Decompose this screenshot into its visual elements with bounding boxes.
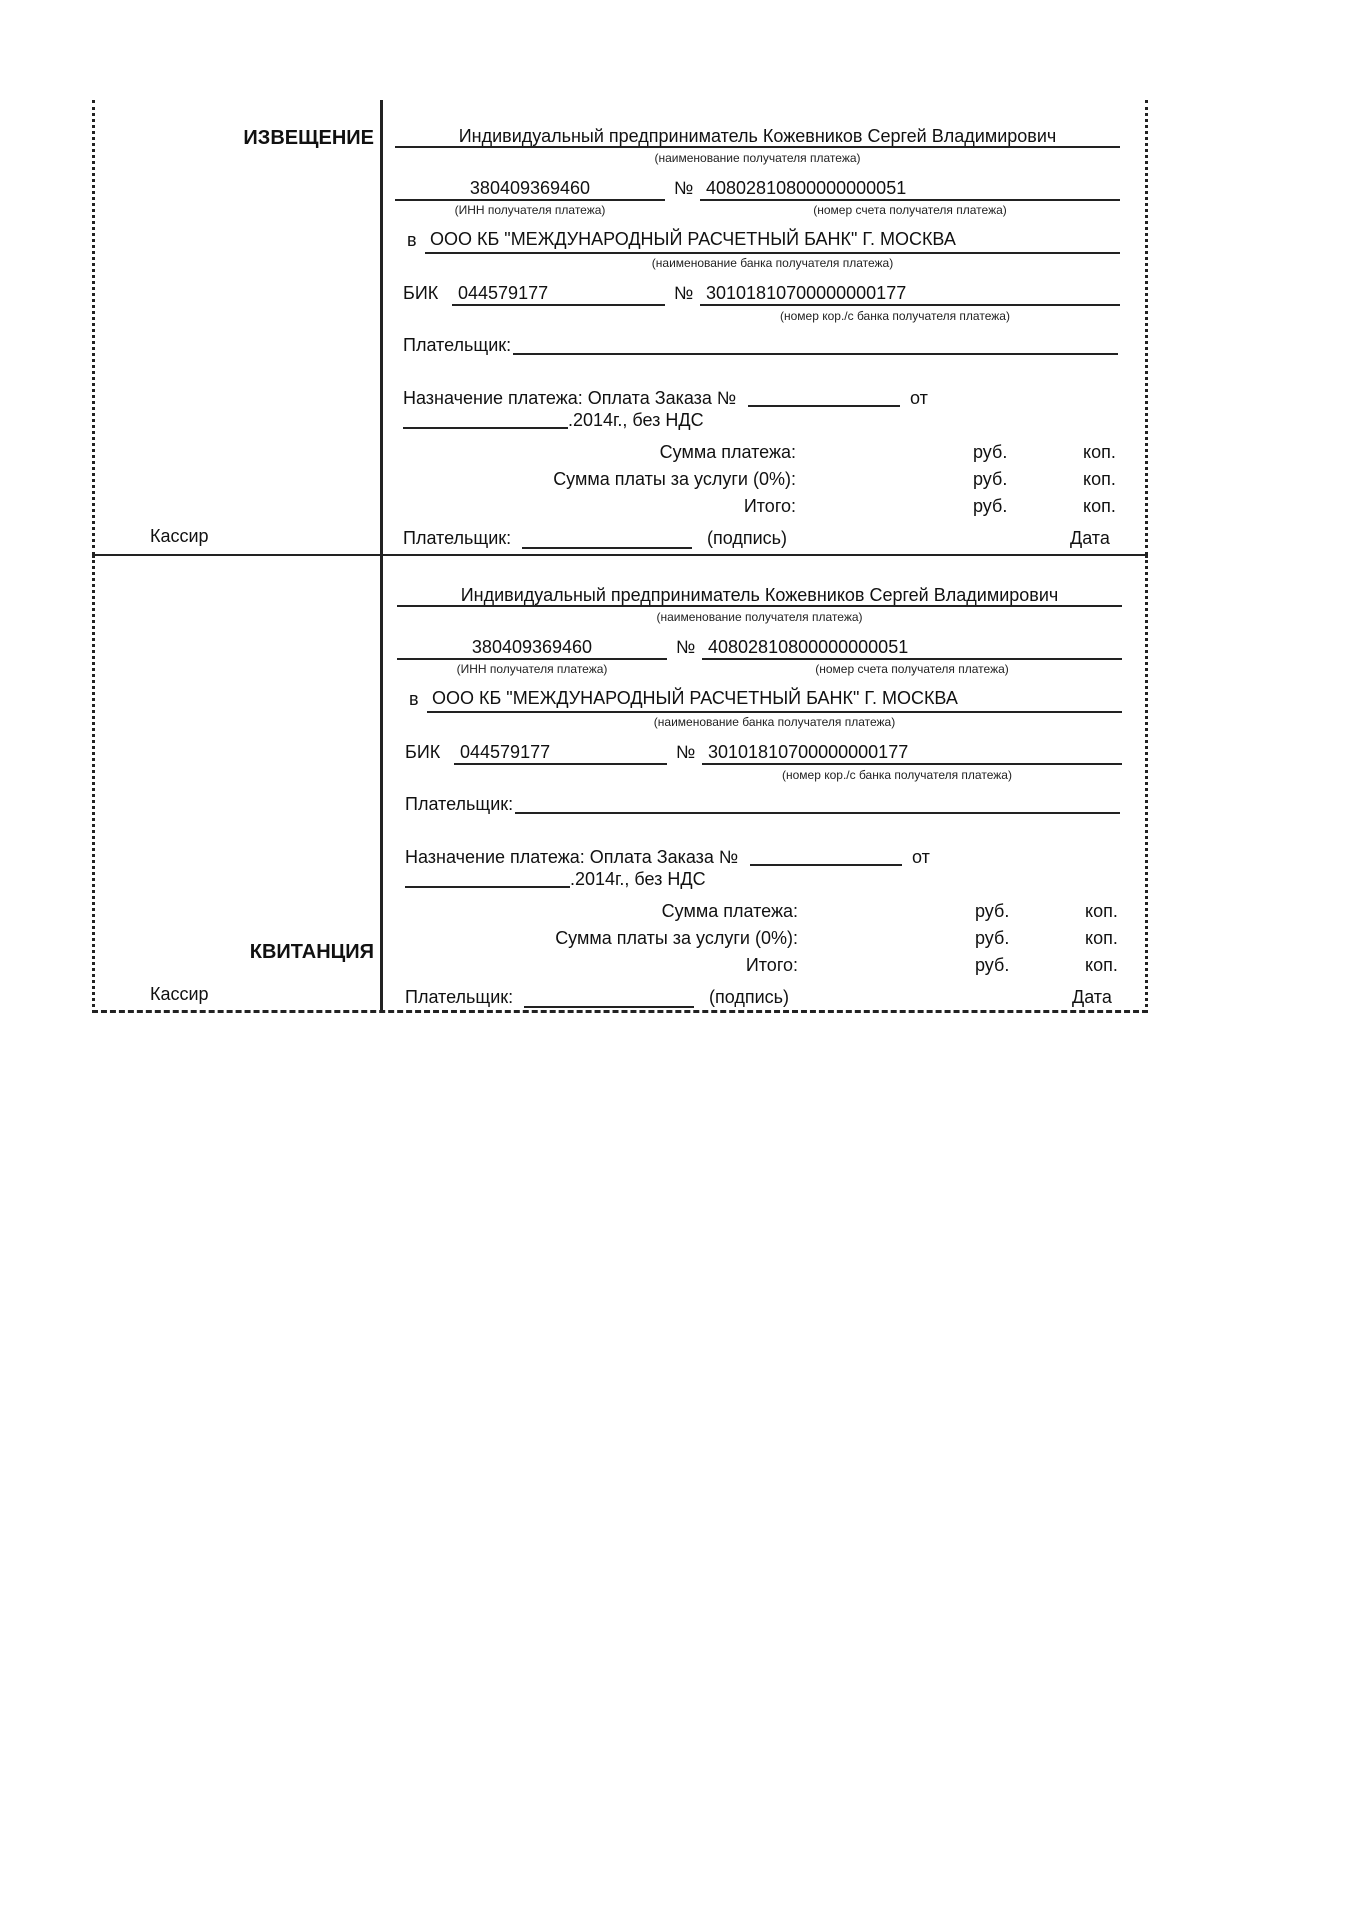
receipt-purpose-line2: .2014г., без НДС — [570, 869, 706, 889]
notice-corr-line — [700, 304, 1120, 306]
receipt-recipient-caption: (наименование получателя платежа) — [656, 610, 863, 624]
receipt-cashier-label: Кассир — [150, 984, 209, 1004]
notice-payer-label: Плательщик: — [403, 335, 512, 355]
receipt-signature-line — [524, 1006, 694, 1008]
receipt-date-label: Дата — [1072, 987, 1112, 1007]
receipt-order-number-blank — [750, 864, 902, 866]
receipt-account-line — [702, 658, 1122, 660]
receipt-account-no-sign: № — [676, 637, 696, 657]
notice-fee-label: Сумма платы за услуги (0%): — [553, 469, 796, 489]
receipt-payer-label: Плательщик: — [405, 794, 514, 814]
receipt-total-rub: руб. — [975, 955, 1010, 975]
receipt-corr-no-sign: № — [676, 742, 696, 762]
notice-sum-rub: руб. — [973, 442, 1008, 462]
receipt-inn: 380409369460 — [471, 637, 593, 657]
notice-corr-caption: (номер кор./с банка получателя платежа) — [780, 309, 1010, 323]
notice-bik-label: БИК — [403, 283, 439, 303]
receipt-recipient-line — [397, 605, 1122, 607]
receipt-purpose-from: от — [912, 847, 930, 867]
receipt-column-divider — [380, 555, 383, 1010]
notice-payer-sign-label: Плательщик: — [403, 528, 512, 548]
receipt-signature-caption: (подпись) — [709, 987, 790, 1007]
notice-corr-account: 30101810700000000177 — [706, 283, 907, 303]
receipt-payer-underline — [515, 812, 1120, 814]
notice-bank-line — [425, 252, 1120, 254]
notice-purpose-line1: Назначение платежа: Оплата Заказа № — [403, 388, 737, 408]
receipt-corr-account: 30101810700000000177 — [708, 742, 909, 762]
notice-bik: 044579177 — [458, 283, 549, 303]
notice-signature-line — [522, 547, 692, 549]
notice-purpose-from: от — [910, 388, 928, 408]
notice-total-kop: коп. — [1083, 496, 1116, 516]
notice-fee-rub: руб. — [973, 469, 1008, 489]
notice-total-label: Итого: — [743, 496, 796, 516]
notice-purpose-line2: .2014г., без НДС — [568, 410, 704, 430]
receipt-inn-line — [397, 658, 667, 660]
receipt-corr-caption: (номер кор./с банка получателя платежа) — [782, 768, 1012, 782]
receipt-payer-sign-label: Плательщик: — [405, 987, 514, 1007]
notice-bik-line — [452, 304, 665, 306]
notice-account-no-sign: № — [674, 178, 694, 198]
notice-account-line — [700, 199, 1120, 201]
notice-bank-name: ООО КБ "МЕЖДУНАРОДНЫЙ РАСЧЕТНЫЙ БАНК" Г. МОСКВА — [430, 229, 956, 249]
receipt-title: КВИТАНЦИЯ — [249, 941, 374, 963]
notice-sum-kop: коп. — [1083, 442, 1116, 462]
notice-cashier-label: Кассир — [150, 526, 209, 546]
notice-bank-prefix: в — [407, 230, 417, 250]
receipt-bik: 044579177 — [460, 742, 551, 762]
notice-date-label: Дата — [1070, 528, 1110, 548]
receipt-total-kop: коп. — [1085, 955, 1118, 975]
receipt-total-label: Итого: — [745, 955, 798, 975]
receipt-sum-label: Сумма платежа: — [661, 901, 798, 921]
receipt-bank-caption: (наименование банка получателя платежа) — [653, 715, 896, 729]
notice-total-rub: руб. — [973, 496, 1008, 516]
notice-order-number-blank — [748, 405, 900, 407]
receipt-bik-label: БИК — [405, 742, 441, 762]
receipt-fee-label: Сумма платы за услуги (0%): — [555, 928, 798, 948]
notice-fee-kop: коп. — [1083, 469, 1116, 489]
section-divider — [92, 554, 1145, 556]
notice-sum-label: Сумма платежа: — [659, 442, 796, 462]
receipt-order-date-blank — [405, 886, 570, 888]
notice-inn-line — [395, 199, 665, 201]
notice-payer-underline — [513, 353, 1118, 355]
notice-title: ИЗВЕЩЕНИЕ — [243, 127, 374, 149]
receipt-fee-rub: руб. — [975, 928, 1010, 948]
receipt-bank-line — [427, 711, 1122, 713]
notice-account: 40802810800000000051 — [706, 178, 907, 198]
receipt-bank-name: ООО КБ "МЕЖДУНАРОДНЫЙ РАСЧЕТНЫЙ БАНК" Г. МОСКВА — [432, 688, 958, 708]
notice-recipient-line — [395, 146, 1120, 148]
receipt-fee-kop: коп. — [1085, 928, 1118, 948]
receipt-bik-line — [454, 763, 667, 765]
notice-recipient-name: Индивидуальный предприниматель Кожевников Сергей Владимирович — [458, 126, 1057, 146]
notice-recipient-caption: (наименование получателя платежа) — [654, 151, 861, 165]
receipt-account: 40802810800000000051 — [708, 637, 909, 657]
receipt-sum-rub: руб. — [975, 901, 1010, 921]
receipt-bank-prefix: в — [409, 689, 419, 709]
receipt-sum-kop: коп. — [1085, 901, 1118, 921]
notice-corr-no-sign: № — [674, 283, 694, 303]
notice-signature-caption: (подпись) — [707, 528, 788, 548]
receipt-inn-caption: (ИНН получателя платежа) — [456, 662, 608, 676]
receipt-account-caption: (номер счета получателя платежа) — [815, 662, 1009, 676]
receipt-purpose-line1: Назначение платежа: Оплата Заказа № — [405, 847, 739, 867]
receipt-corr-line — [702, 763, 1122, 765]
notice-bank-caption: (наименование банка получателя платежа) — [651, 256, 894, 270]
notice-inn: 380409369460 — [469, 178, 591, 198]
notice-account-caption: (номер счета получателя платежа) — [813, 203, 1007, 217]
notice-inn-caption: (ИНН получателя платежа) — [454, 203, 606, 217]
notice-column-divider — [380, 100, 383, 555]
notice-order-date-blank — [403, 427, 568, 429]
receipt-recipient-name: Индивидуальный предприниматель Кожевников Сергей Владимирович — [460, 585, 1059, 605]
